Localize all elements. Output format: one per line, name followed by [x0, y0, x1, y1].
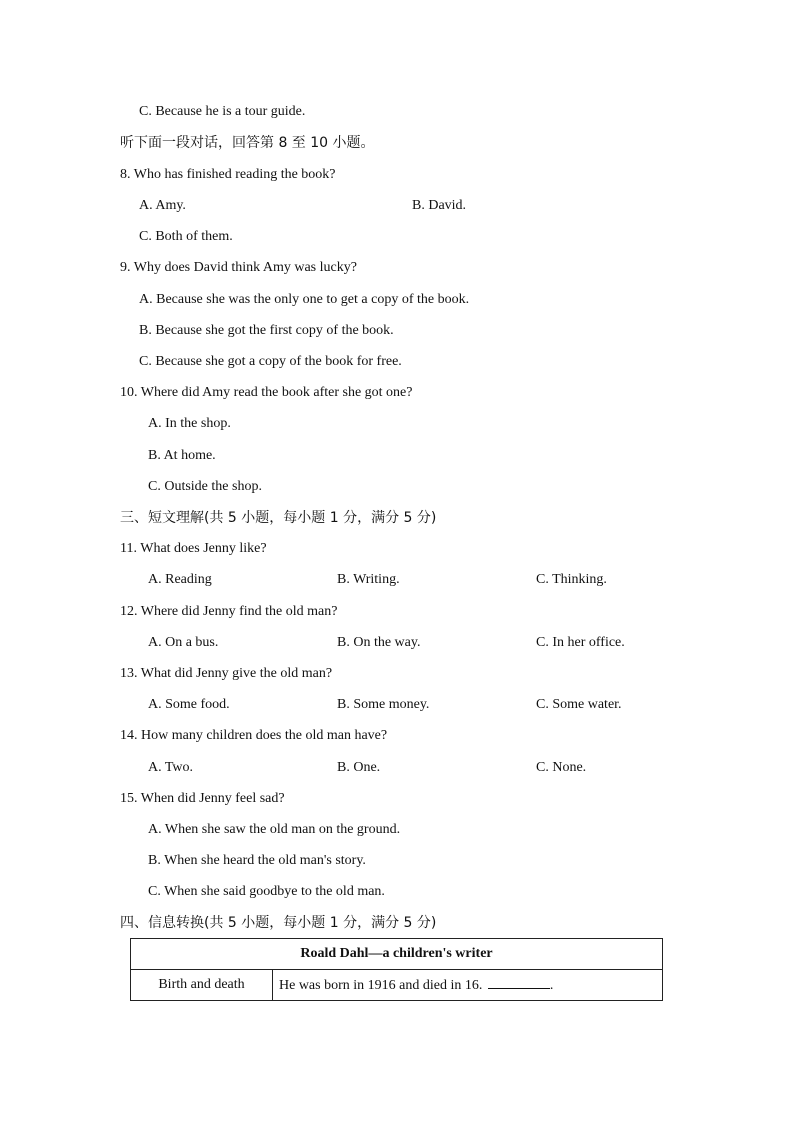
q13-option-a: A. Some food. [148, 697, 230, 712]
info-table-row-end: . [549, 978, 554, 993]
info-table [130, 938, 663, 1001]
info-table-title-row [131, 939, 663, 970]
info-table-title: Roald Dahl—a children's writer [131, 939, 663, 970]
q12-question: 12. Where did Jenny find the old man? [120, 604, 338, 619]
q10-question: 10. Where did Amy read the book after she got one? [120, 385, 413, 400]
q11-option-a: A. Reading [148, 572, 212, 587]
q9-option-c: C. Because she got a copy of the book for free. [139, 354, 402, 369]
q11-option-c: C. Thinking. [536, 572, 607, 587]
dialog-instruction: 听下面一段对话，回答第 8 至 10 小题。 [120, 135, 375, 151]
q12-option-b: B. On the way. [337, 635, 421, 650]
info-table-row-text: He was born in 1916 and died in 16. [279, 978, 486, 993]
q8-question: 8. Who has finished reading the book? [120, 167, 336, 182]
q13-question: 13. What did Jenny give the old man? [120, 666, 333, 681]
q8-option-a: A. Amy. [139, 198, 186, 213]
q8-option-c: C. Both of them. [139, 229, 233, 244]
q15-option-b: B. When she heard the old man's story. [148, 853, 366, 868]
q15-option-c: C. When she said goodbye to the old man. [148, 884, 385, 899]
q11-option-b: B. Writing. [337, 572, 400, 587]
info-table-row-label: Birth and death [131, 970, 273, 1001]
q14-option-b: B. One. [337, 760, 381, 775]
q9-question: 9. Why does David think Amy was lucky? [120, 260, 357, 275]
info-table-row [131, 970, 663, 1001]
q13-option-c: C. Some water. [536, 697, 622, 712]
q12-option-c: C. In her office. [536, 635, 625, 650]
info-table-row-cell [273, 970, 663, 1001]
q10-option-b: B. At home. [148, 448, 216, 463]
q15-question: 15. When did Jenny feel sad? [120, 791, 285, 806]
q9-option-b: B. Because she got the first copy of the book. [139, 323, 394, 338]
answer-blank-16[interactable] [488, 976, 550, 989]
q10-option-a: A. In the shop. [148, 416, 231, 431]
section3-heading: 三、短文理解(共 5 小题，每小题 1 分，满分 5 分) [120, 510, 437, 526]
q14-option-c: C. None. [536, 760, 587, 775]
q15-option-a: A. When she saw the old man on the ground. [148, 822, 401, 837]
q10-option-c: C. Outside the shop. [148, 479, 262, 494]
q7-option-c: C. Because he is a tour guide. [139, 104, 306, 119]
q13-option-b: B. Some money. [337, 697, 430, 712]
section4-heading: 四、信息转换(共 5 小题，每小题 1 分，满分 5 分) [120, 915, 437, 931]
q14-question: 14. How many children does the old man have? [120, 728, 388, 743]
q11-question: 11. What does Jenny like? [120, 541, 267, 556]
q12-option-a: A. On a bus. [148, 635, 219, 650]
q8-option-b: B. David. [412, 198, 467, 213]
q9-option-a: A. Because she was the only one to get a copy of the book. [139, 292, 470, 307]
q14-option-a: A. Two. [148, 760, 194, 775]
